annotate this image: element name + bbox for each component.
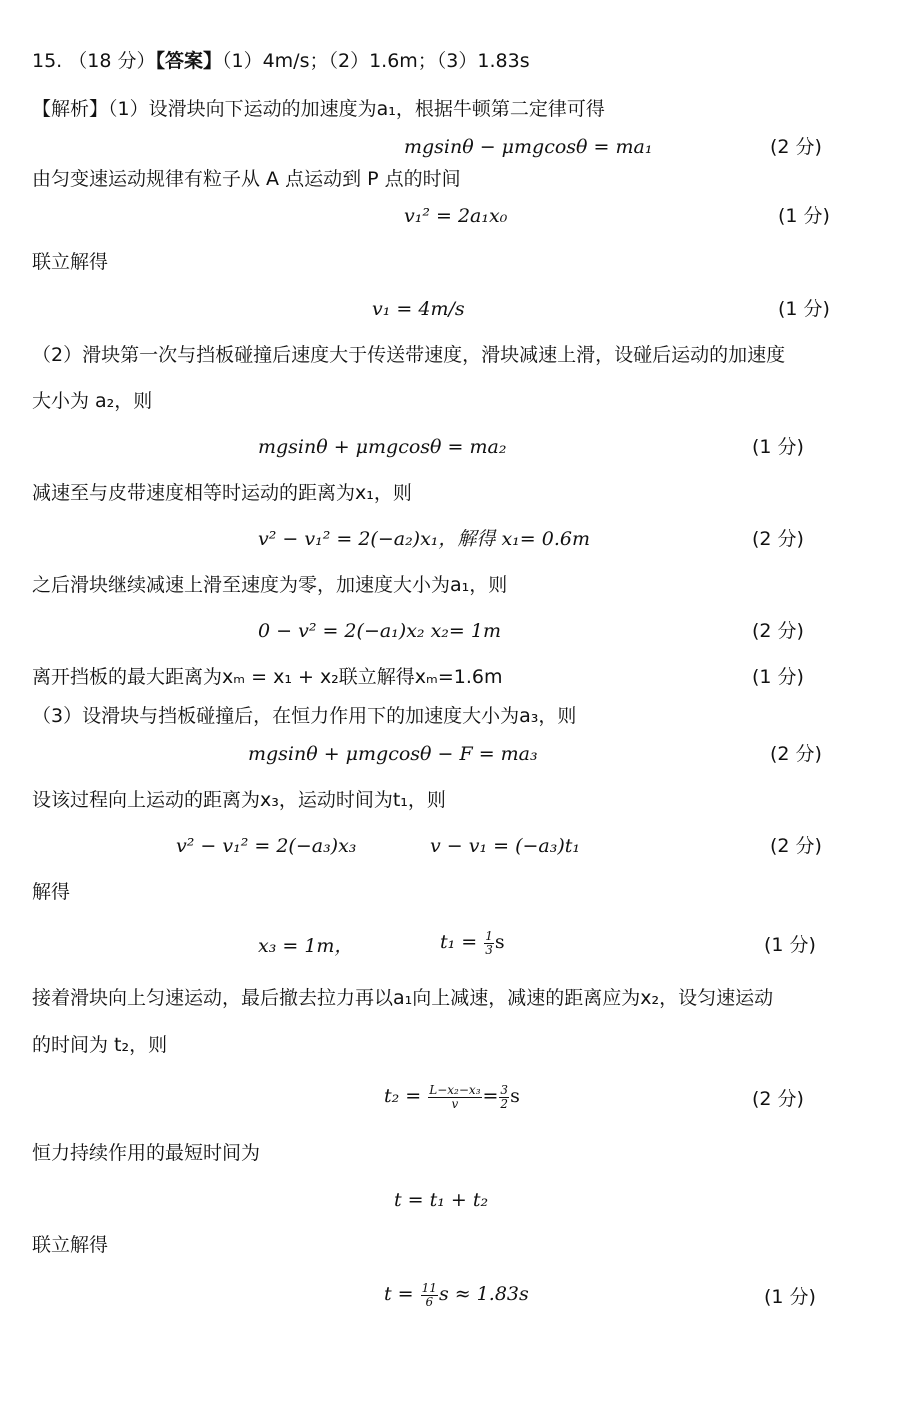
analysis-line-12: 接着滑块向上匀速运动，最后撤去拉力再以a₁向上减速，减速的距离应为x₂，设匀速运动 (32, 987, 774, 1009)
equation-3: v₁ = 4m/s (372, 298, 465, 320)
score-8: (2 分) (770, 743, 822, 765)
equals-sign: = (482, 1085, 499, 1107)
equation-10 (384, 1082, 520, 1111)
equation-10-lhs: t₂ = (384, 1085, 422, 1107)
fraction-numerator: 3 (500, 1082, 509, 1097)
analysis-line-9: （3）设滑块与挡板碰撞后，在恒力作用下的加速度大小为a₃，则 (32, 705, 577, 727)
analysis-line-5: 大小为 a₂，则 (32, 390, 153, 412)
equation-9a: x₃ = 1m， (258, 935, 354, 957)
score-4: (1 分) (752, 436, 804, 458)
analysis-line-1: 【解析】（1）设滑块向下运动的加速度为a₁，根据牛顿第二定律可得 (32, 98, 605, 120)
score-3: (1 分) (778, 298, 830, 320)
answer-summary: （1）4m/s；（2）1.6m；（3）1.83s (222, 50, 530, 72)
fraction-3-2 (499, 1084, 509, 1111)
analysis-line-14: 恒力持续作用的最短时间为 (32, 1142, 261, 1164)
fraction-numerator: 1 (485, 928, 493, 943)
fraction-11-6 (421, 1282, 438, 1309)
analysis-line-10: 设该过程向上运动的距离为x₃，运动时间为t₁，则 (32, 789, 446, 811)
fraction-numerator: 11 (421, 1280, 437, 1295)
question-points: （18 分） (68, 50, 156, 72)
score-5: (2 分) (752, 528, 804, 550)
analysis-line-8: 离开挡板的最大距离为xₘ = x₁ + x₂联立解得xₘ=1.6m (32, 666, 503, 688)
analysis-line-13: 的时间为 t₂，则 (32, 1034, 168, 1056)
unit-seconds: s (494, 931, 505, 953)
fraction-denominator: 3 (485, 942, 493, 957)
equation-1: mgsinθ − μmgcosθ = ma₁ (404, 136, 653, 158)
analysis-line-4: （2）滑块第一次与挡板碰撞后速度大于传送带速度，滑块减速上滑，设碰后运动的加速度 (32, 344, 786, 366)
fraction-denominator: v (451, 1096, 459, 1111)
equation-8a: v² − v₁² = 2(−a₃)x₃ (176, 835, 357, 857)
equation-5: v² − v₁² = 2(−a₂)x₁，解得 x₁= 0.6m (258, 528, 590, 550)
fraction-1-3 (484, 930, 494, 957)
analysis-line-15: 联立解得 (32, 1234, 109, 1256)
fraction-distance-over-v (428, 1084, 481, 1111)
fraction-denominator: 2 (500, 1096, 509, 1111)
equation-8b: v − v₁ = (−a₃)t₁ (430, 835, 581, 857)
equation-4: mgsinθ + μmgcosθ = ma₂ (258, 436, 507, 458)
analysis-line-3: 联立解得 (32, 251, 109, 273)
equation-12 (384, 1280, 529, 1309)
score-7: (1 分) (752, 666, 804, 688)
score-10: (1 分) (764, 934, 816, 956)
score-12: (1 分) (764, 1286, 816, 1308)
score-1: (2 分) (770, 136, 822, 158)
equation-12-lhs: t = (384, 1283, 414, 1305)
equation-12-result: s ≈ 1.83s (438, 1283, 529, 1305)
analysis-line-11: 解得 (32, 881, 71, 903)
analysis-line-6: 减速至与皮带速度相等时运动的距离为x₁，则 (32, 482, 412, 504)
equation-11: t = t₁ + t₂ (394, 1189, 489, 1211)
score-9: (2 分) (770, 835, 822, 857)
answer-header (32, 48, 530, 74)
equation-6: 0 − v² = 2(−a₁)x₂ x₂= 1m (258, 620, 501, 642)
analysis-line-2: 由匀变速运动规律有粒子从 A 点运动到 P 点的时间 (32, 168, 461, 190)
score-6: (2 分) (752, 620, 804, 642)
unit-seconds: s (510, 1085, 520, 1107)
equation-7: mgsinθ + μmgcosθ − F = ma₃ (248, 743, 538, 765)
equation-2: v₁² = 2a₁x₀ (404, 205, 508, 227)
score-2: (1 分) (778, 205, 830, 227)
fraction-denominator: 6 (425, 1294, 434, 1309)
answer-tag: 【答案】 (155, 50, 222, 72)
analysis-line-7: 之后滑块继续减速上滑至速度为零，加速度大小为a₁，则 (32, 574, 508, 596)
question-number: 15. (32, 50, 63, 72)
fraction-numerator: L−x₂−x₃ (429, 1082, 481, 1097)
equation-9b (440, 928, 505, 957)
equation-9b-lhs: t₁ = (440, 931, 478, 953)
score-11: (2 分) (752, 1088, 804, 1110)
